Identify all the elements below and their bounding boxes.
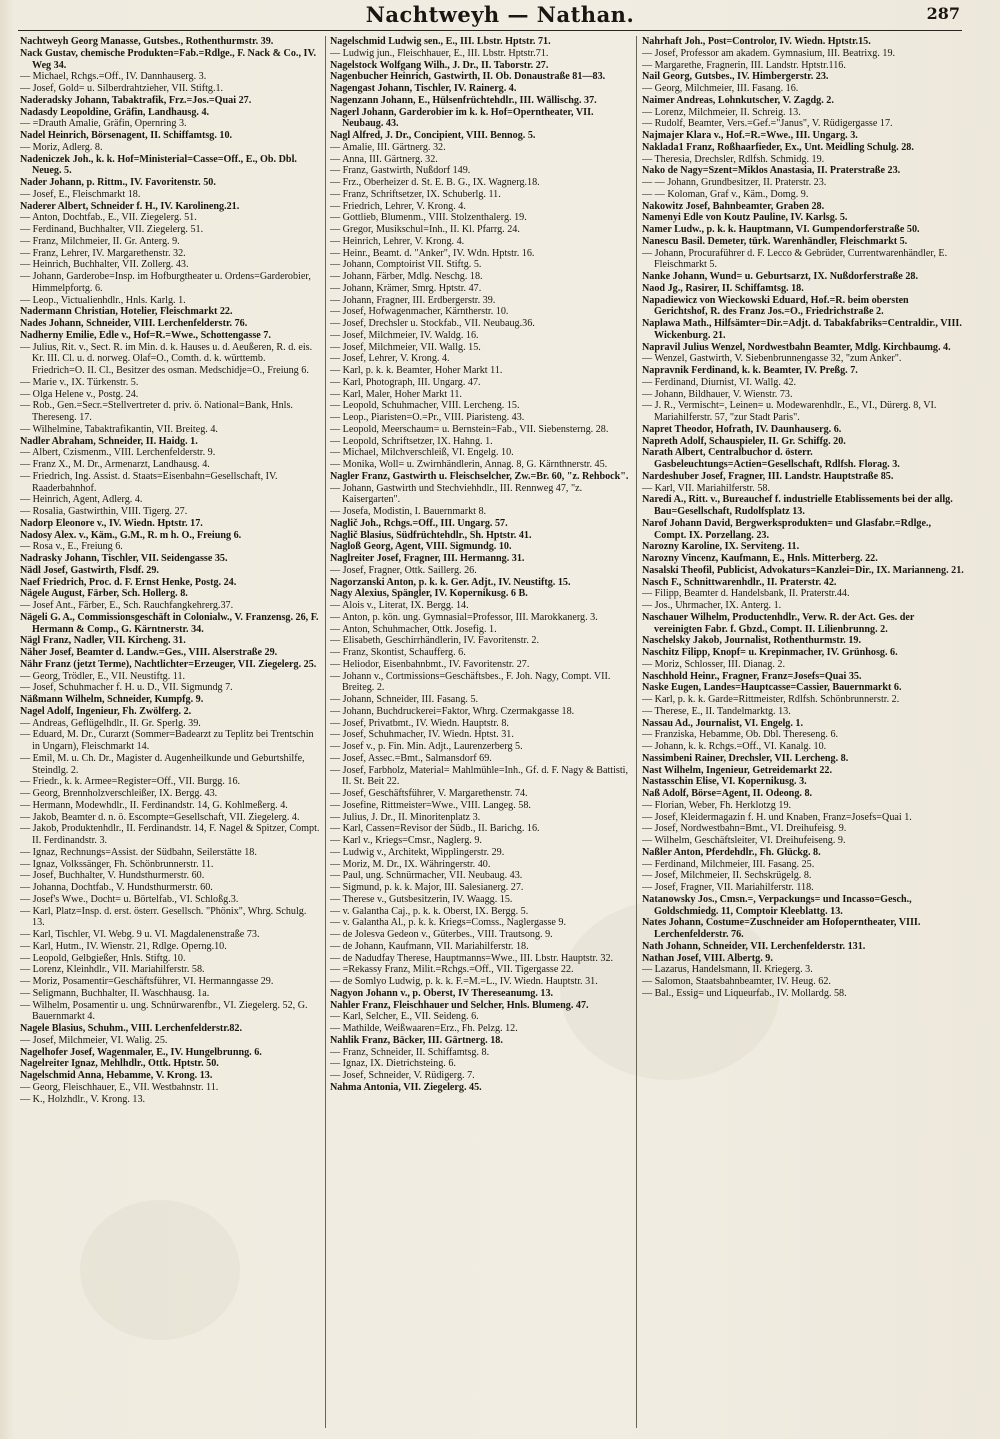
directory-entry: — Emil, M. u. Ch. Dr., Magister d. Augenheilkunde und Geburtshilfe, Steindlg. 2. [20,752,305,776]
directory-entry: Nahler Franz, Fleischhauer und Selcher, Hnls. Blumeng. 47. [330,999,589,1011]
directory-entry: Nagyon Johann v., p. Oberst, IV Thereseanumg. 13. [330,987,554,999]
directory-entry: — Moriz, Schlosser, III. Dianag. 2. [642,658,786,670]
directory-entry: — J. R., Vermischt=, Leinen= u. Modewarenhdlr., E., VI., Dürerg. 8, VI. Mariahilferstr. 57, "zur Stadt Paris". [642,400,937,423]
directory-entry: Nast Wilhelm, Ingenieur, Getreidemarkt 22. [642,764,833,776]
directory-entry: Nägl Franz, Nadler, VII. Kircheng. 31. [20,635,186,647]
directory-entry: — Olga Helene v., Postg. 24. [20,388,139,400]
directory-entry: — Bal., Essig= und Liqueurfab., IV. Mollardg. 58. [642,987,847,999]
directory-entry: Najmajer Klara v., Hof.=R.=Wwe., III. Ungarg. 3. [642,130,858,141]
directory-entry: — Eduard, M. Dr., Curarzt (Sommer=Badearzt zu Teplitz bei Trentschin in Ungarn), Fleischmarkt 14. [20,729,314,752]
directory-entry: Naderer Albert, Schneider f. H., IV. Karolineng.21. [20,200,240,212]
directory-entry: Naßler Anton, Pferdehdlr., Fh. Glückg. 8. [642,846,821,858]
directory-entry: — Heinrich, Lehrer, V. Krong. 4. [330,235,465,247]
directory-entry: Nates Johann, Costume=Zuschneider am Hofoperntheater, VIII. Lerchenfelderstr. 76. [642,917,921,940]
directory-entry: Nassimbeni Rainer, Drechsler, VII. Lercheng. 8. [642,752,849,764]
directory-entry: — Anton, p. kön. ung. Gymnasial=Professor, III. Marokkanerg. 3. [330,611,598,623]
directory-entry: Napret Theodor, Hofrath, IV. Daunhauserg. 6. [642,423,842,435]
directory-entry: Nachtweyh Georg Manasse, Gutsbes., Rothenthurmstr. 39. [20,36,274,47]
directory-entry: — Georg, Milchmeier, III. Fasang. 16. [642,83,799,94]
directory-entry: — Ferdinand, Milchmeier, III. Fasang. 25. [642,858,815,870]
directory-entry: — Josef v., p. Fin. Min. Adjt., Laurenzerberg 5. [330,741,523,752]
directory-entry: Naschelsky Jakob, Journalist, Rothenthurmstr. 19. [642,635,862,647]
directory-entry: Nagloß Georg, Agent, VIII. Sigmundg. 10. [330,541,512,553]
directory-entry: — Josef, E., Fleischmarkt 18. [20,188,141,200]
directory-entry: Nadosy Alex. v., Käm., G.M., R. m h. O., Freiung 6. [20,529,242,541]
directory-entry: Nägeli G. A., Commissionsgeschäft in Colonialw., V. Franzensg. 26, F. Hermann & Comp., G. Kärntnerstr. 34. [20,611,319,635]
directory-entry: — v. Galantha Caj., p. k. k. Oberst, IX. Bergg. 5. [330,905,529,917]
directory-entry: Nahlik Franz, Bäcker, III. Gärtnerg. 18. [330,1034,503,1046]
directory-entry: — Rosa v., E., Freiung 6. [20,541,123,553]
directory-entry: — Mathilde, Weißwaaren=Erz., Fh. Pelzg. 12. [330,1023,518,1034]
directory-entry: Nagengast Johann, Tischler, IV. Rainerg. 4. [330,83,517,94]
directory-entry: — Leop., Piaristen=O.=Pr., VIII. Piaristeng. 43. [330,412,525,423]
directory-entry: — Josef, Milchmeier, VI. Walig. 25. [20,1034,168,1046]
directory-entry: — Johann, Procuraführer d. F. Lecco & Gebrüder, Currentwarenhändler, E. Fleischmarkt 5. [642,247,948,271]
directory-entry: Nastasschin Elise, VI. Kopernikusg. 3. [642,776,807,788]
directory-entry: — Leopold, Gelbgießer, Hnls. Stiftg. 10. [20,952,186,964]
directory-entry: — Alois v., Literat, IX. Bergg. 14. [330,600,469,611]
directory-entry: — Heinr., Beamt. d. "Anker", IV. Wdn. Hptstr. 16. [330,247,535,259]
directory-entry: — Seligmann, Buchhalter, II. Waschhausg. 1a. [20,987,210,999]
directory-entry: Nagorzanski Anton, p. k. k. Ger. Adjt., IV. Neustiftg. 15. [330,576,571,588]
directory-entry: — Rosalia, Gastwirthin, VIII. Tigerg. 27. [20,506,188,517]
directory-entry: — Josef Ant., Färber, E., Sch. Rauchfangkehrerg.37. [20,600,234,611]
directory-entry: Nadherny Emilie, Edle v., Hof=R.=Wwe., Schottengasse 7. [20,329,271,341]
directory-entry: — Michael, Rchgs.=Off., IV. Dannhauserg. 3. [20,71,207,83]
directory-entry: — Jos., Uhrmacher, IX. Anterg. 1. [642,600,782,611]
column-2 [330,36,630,1436]
directory-entry: — Karl, Tischler, VI. Webg. 9 u. VI. Magdalenenstraße 73. [20,929,260,940]
directory-entry: — Johann, Fragner, III. Erdbergerstr. 39. [330,294,496,306]
directory-entry: — Salomon, Staatsbahnbeamter, IV. Heug. 62. [642,976,831,987]
directory-entry: — Johann, Comptoirist VII. Stiftg. 5. [330,259,482,271]
directory-entry: — Ferdinand, Diurnist, VI. Wallg. 42. [642,376,797,388]
directory-entry: Nagelreiter Ignaz, Mehlhdlr., Ottk. Hptstr. 50. [20,1058,219,1070]
directory-entry: — Georg, Fleischhauer, E., VII. Westbahnstr. 11. [20,1081,219,1093]
directory-entry: — Rob., Gen.=Secr.=Stellvertreter d. priv. ö. National=Bank, Hnls. Thereseng. 17. [20,400,293,423]
directory-entry: Näßmann Wilhelm, Schneider, Kumpfg. 9. [20,694,204,705]
directory-entry: — Josef, Schneider, V. Rüdigerg. 7. [330,1070,475,1081]
directory-entry: Naschauer Wilhelm, Productenhdlr., Verw. R. der Act. Ges. der vereinigten Fabr. f. Gbzd., Compt. II. Lilienbrunng. 2. [642,611,915,635]
directory-entry: — Therese, E., II. Tandelmarktg. 13. [642,705,791,717]
directory-entry: — Josef, Milchmeier, II. Sechskrügelg. 8. [642,870,812,882]
directory-entry: — Johann, Buchdruckerei=Faktor, Whrg. Czermakgasse 18. [330,705,575,717]
directory-entry: Nadeniczek Joh., k. k. Hof=Ministerial=Casse=Off., E., Ob. Dbl. Neueg. 5. [20,153,297,177]
directory-entry: — Josef, Buchhalter, V. Hundsthurmerstr. 60. [20,870,205,882]
directory-entry: — Josef, Fragner, VII. Mariahilferstr. 118. [642,882,814,893]
directory-entry: — Karl, p. k. k. Beamter, Hoher Markt 11. [330,365,503,376]
directory-entry: Nadasdy Leopoldine, Gräfin, Landhausg. 4. [20,106,210,118]
directory-entry: Nako de Nagy=Szent=Miklos Anastasia, II. Praterstraße 23. [642,165,901,177]
directory-entry: Naderadsky Johann, Tabaktrafik, Frz.=Jos.=Quai 27. [20,94,252,106]
directory-entry: — Josef, Nordwestbahn=Bmt., VI. Dreihufeisg. 9. [642,823,847,835]
page-header [0,2,1000,28]
directory-entry: — Michael, Milchverschleiß, VI. Engelg. 10. [330,447,514,459]
directory-entry: Naglič Joh., Rchgs.=Off., III. Ungarg. 57. [330,517,508,529]
directory-entry: Nadler Abraham, Schneider, II. Haidg. 1. [20,435,198,447]
directory-entry: — Gottlieb, Blumenm., VIII. Stolzenthalerg. 19. [330,212,527,224]
directory-entry: Natanowsky Jos., Cmsn.=, Verpackungs= und Incasso=Gesch., Goldschmiedg. 11, Comptoir Kleeblattg. 13. [642,893,912,917]
directory-entry: Nädl Josef, Gastwirth, Flsdf. 29. [20,564,159,576]
directory-entry: — Johann, k. k. Rchgs.=Off., VI. Kanalg. 10. [642,741,827,752]
directory-entry: Nagler Franz, Gastwirth u. Fleischselcher, Zw.=Br. 60, "z. Rehbock". [330,470,629,482]
column-divider [325,36,326,1428]
directory-entry: — Karl, VII. Mariahilferstr. 58. [642,482,771,494]
directory-entry: — Wenzel, Gastwirth, V. Siebenbrunnengasse 32, "zum Anker". [642,353,902,365]
directory-entry: Nail Georg, Gutsbes., IV. Himbergerstr. 23. [642,71,829,83]
directory-entry: — Karl, Platz=Insp. d. erst. österr. Gesellsch. "Phönix", Whrg. Schulg. 13. [20,905,307,929]
directory-entry: Nagl Alfred, J. Dr., Concipient, VIII. Bennog. 5. [330,130,536,141]
directory-entry: — Heinrich, Buchhalter, VII. Zollerg. 43. [20,259,189,271]
directory-entry: Napadiewicz von Wieckowski Eduard, Hof.=R. beim obersten Gerichtshof, R. des Franz Jos.=O., Friedrichstraße 2. [642,294,909,318]
directory-entry: — Ignaz, Rechnungs=Assist. der Südbahn, Seilerstätte 18. [20,846,257,858]
directory-entry: Naod Jg., Rasirer, II. Schiffamtsg. 18. [642,282,804,294]
directory-entry: Nasch F., Schnittwarenhdlr., II. Praterstr. 42. [642,576,837,588]
directory-entry: — Julius, Rit. v., Sect. R. im Min. d. k. Hauses u. d. Aeußeren, R. d. eis. Kr. III. Cl. u. d. norweg. Olaf=O., Comth. d. k. württemb. Friedrich=O. II. Cl., Besitzer des osman. Medschidje=O., Freiung 6. [20,341,313,376]
directory-entry: Narozny Karoline, IX. Serviteng. 11. [642,541,800,553]
directory-entry: — Andreas, Geflügelhdlr., II. Gr. Sperlg. 39. [20,717,201,729]
directory-entry: — Lazarus, Handelsmann, II. Kriegerg. 3. [642,964,813,976]
page-title: Nachtweyh — Nathan. [365,2,635,27]
directory-entry: — Johann, Krämer, Smrg. Hptstr. 47. [330,282,482,294]
directory-entry: — Heinrich, Agent, Adlerg. 4. [20,494,143,506]
directory-entry: Namer Ludw., p. k. k. Hauptmann, VI. Gumpendorferstraße 50. [642,224,920,235]
directory-entry: — K., Holzhdlr., V. Krong. 13. [20,1093,146,1105]
directory-entry: — Josef, Lehrer, V. Krong. 4. [330,353,450,365]
directory-entry: Nakowitz Josef, Bahnbeamter, Graben 28. [642,200,825,212]
directory-entry: — Karl v., Kriegs=Cmsr., Naglerg. 9. [330,835,482,846]
directory-entry: — Franz, Schneider, II. Schiffamtsg. 8. [330,1046,490,1058]
directory-entry: — Josef, Schuhmacher f. H. u. D., VII. Sigmundg 7. [20,682,233,694]
directory-entry: Nanke Johann, Wund= u. Geburtsarzt, IX. Nußdorferstraße 28. [642,271,918,282]
directory-entry: Nagenzann Johann, E., Hülsenfrüchtehdlr., III. Wällischg. 37. [330,94,597,106]
directory-entry: — Johanna, Dochtfab., V. Hundsthurmerstr. 60. [20,882,213,893]
directory-entry: — Josef, Kleidermagazin f. H. und Knaben, Franz=Josefs=Quai 1. [642,811,912,823]
directory-entry: Narozny Vincenz, Kaufmann, E., Hnls. Mitterberg. 22. [642,553,878,564]
directory-entry: Nader Johann, p. Rittm., IV. Favoritenstr. 50. [20,177,216,188]
directory-entry: — Josef, Schuhmacher, IV. Wiedn. Hptst. 31. [330,729,514,741]
directory-entry: — de Somlyo Ludwig, p. k. k. F.=M.=L., IV. Wiedn. Hauptstr. 31. [330,976,598,987]
directory-entry: — Wilhelm, Posamentir u. ung. Schnürwarenfbr., VI. Ziegelerg. 52, G. Bauernmarkt 4. [20,999,308,1023]
directory-entry: Nades Johann, Schneider, VIII. Lerchenfelderstr. 76. [20,318,248,329]
directory-entry: Naplawa Math., Hilfsämter=Dir.=Adjt. d. Tabakfabriks=Centraldir., VIII. Wickenburg. 21. [642,318,962,341]
directory-entry: — Franz, Gastwirth, Nußdorf 149. [330,165,471,177]
directory-entry: — Friedrich, Lehrer, V. Krong. 4. [330,200,466,212]
directory-entry: — de Nadudfay Therese, Hauptmanns=Wwe., III. Lbstr. Hauptstr. 32. [330,952,614,964]
directory-entry: — Johann v., Cortmissions=Geschäftsbes., F. Joh. Nagy, Compt. VII. Breiteg. 2. [330,670,611,694]
directory-entry: — Margarethe, Fragnerin, III. Landstr. Hptstr.116. [642,59,846,71]
directory-entry: Nagelstock Wolfgang Wilh., J. Dr., II. Taborstr. 27. [330,59,549,71]
directory-entry: — Josef, Fragner, Ottk. Saillerg. 26. [330,564,477,576]
directory-entry: — Ludwig jun., Fleischhauer, E., III. Lbstr. Hptstr.71. [330,47,549,59]
directory-entry: — Karl, Photograph, III. Ungarg. 47. [330,376,481,388]
directory-entry: — Josef, Milchmeier, IV. Waldg. 16. [330,329,479,341]
directory-entry: — Wilhelm, Geschäftsleiter, VI. Dreihufeiseng. 9. [642,835,846,846]
directory-entry: — — Koloman, Graf v., Käm., Domg. 9. [642,188,809,200]
directory-entry: Nähr Franz (jetzt Terme), Nachtlichter=Erzeuger, VII. Ziegelerg. 25. [20,658,317,670]
directory-entry: — Josef, Assec.=Bmt., Salmansdorf 69. [330,752,492,764]
directory-entry: Nahma Antonia, VII. Ziegelerg. 45. [330,1081,482,1093]
directory-entry: — Hermann, Modewhdlr., II. Ferdinandstr. 14, G. Kohlmeßerg. 4. [20,799,288,811]
directory-entry: Nadel Heinrich, Börsenagent, II. Schiffamtsg. 10. [20,130,233,141]
directory-entry: — Josefa, Modistin, I. Bauernmarkt 8. [330,506,487,517]
directory-entry: — Leopold, Schuhmacher, VIII. Lercheng. 15. [330,400,520,412]
directory-entry: Nardeshuber Josef, Fragner, III. Landstr. Hauptstraße 85. [642,470,894,482]
directory-entry: — Moriz, Adlerg. 8. [20,141,103,153]
directory-entry: — Friedr., k. k. Armee=Register=Off., VII. Burgg. 16. [20,776,241,788]
directory-entry: — Moriz, Posamentir=Geschäftsführer, VI. Hermanngasse 29. [20,976,274,987]
directory-entry: — Georg, Brennholzverschleißer, IX. Bergg. 43. [20,788,218,799]
directory-entry: Nadermann Christian, Hotelier, Fleischmarkt 22. [20,306,233,318]
directory-entry: — Johann, Gastwirth und Stechviehhdlr., III. Rennweg 47, "z. Kaisergarten". [330,482,583,506]
directory-entry: — Theresia, Drechsler, Rdlfsh. Schmidg. 19. [642,153,825,165]
directory-entry: Nagenbucher Heinrich, Gastwirth, II. Ob. Donaustraße 81—83. [330,71,606,83]
directory-entry: — Lorenz, Kleinhdlr., VII. Mariahilferstr. 58. [20,964,205,976]
directory-entry: — Josef, Farbholz, Material= Mahlmühle=Inh., Gf. d. F. Nagy & Battisti, II. St. Beit 22. [330,764,629,788]
directory-entry: Naglič Blasius, Südfrüchtehdlr., Sh. Hptstr. 41. [330,529,532,541]
directory-entry: Naschitz Filipp, Knopf= u. Krepinmacher, IV. Grünhosg. 6. [642,647,898,658]
directory-entry: — Johann, Schneider, III. Fasang. 5. [330,694,479,705]
directory-entry: Naschhold Heinr., Fragner, Franz=Josefs=Quai 35. [642,670,862,682]
directory-entry: — Marie v., IX. Türkenstr. 5. [20,376,139,388]
column-3 [642,36,964,1436]
directory-entry: — Franz, Schriftsetzer, IX. Schuberlg. 11. [330,188,501,200]
directory-entry: Narath Albert, Centralbuchor d. österr. Gasbeleuchtungs=Actien=Gesellschaft, Rdlfsh. Florag. 3. [642,447,900,470]
directory-entry: Naske Eugen, Landes=Hauptcasse=Cassier, Bauernmarkt 6. [642,682,902,694]
directory-entry: — Florian, Weber, Fh. Herklotzg 19. [642,799,792,811]
directory-entry: — Frz., Oberheizer d. St. E. B. G., IX. Wagnerg.18. [330,177,540,188]
directory-entry: Nadrasky Johann, Tischler, VII. Seidengasse 35. [20,553,228,564]
directory-entry: — Anna, III. Gärtnerg. 32. [330,153,438,165]
directory-entry: — Heliodor, Eisenbahnbmt., IV. Favoritenstr. 27. [330,658,530,670]
directory-entry: — Franz, Skontist, Schaufferg. 6. [330,647,466,658]
directory-entry: — Jakob, Produktenhdlr., II. Ferdinandstr. 14, F. Nagel & Spitzer, Compt. II. Ferdinandstr. 3. [20,823,320,846]
directory-entry: — Filipp, Beamter d. Handelsbank, II. Praterstr.44. [642,588,850,600]
directory-entry: Nagelschmid Ludwig sen., E., III. Lbstr. Hptstr. 71. [330,36,551,47]
directory-entry: — Paul, ung. Schnürmacher, VII. Neubaug. 43. [330,870,523,882]
directory-entry: — Johann, Garderobe=Insp. im Hofburgtheater u. Ordens=Garderobier, Himmelpfortg. 6. [20,271,311,294]
directory-entry: Napreth Adolf, Schauspieler, II. Gr. Schiffg. 20. [642,435,846,447]
directory-entry: Napravil Julius Wenzel, Nordwestbahn Beamter, Mdlg. Kirchbaumg. 4. [642,341,951,353]
directory-entry: Naredi A., Ritt. v., Bureauchef f. industrielle Etablissements bei der allg. Bau=Gesellschaft, Rudolfsplatz 13. [642,494,953,517]
directory-entry: — Moriz, M. Dr., IX. Währingerstr. 40. [330,858,491,870]
directory-entry: Nagelhofer Josef, Wagenmaler, E., IV. Hungelbrunng. 6. [20,1046,262,1058]
directory-entry: — v. Galantha Al., p. k. k. Kriegs=Comss., Naglergasse 9. [330,917,567,929]
directory-entry: — Sigmund, p. k. k. Major, III. Salesianerg. 27. [330,882,524,893]
directory-entry: Naß Adolf, Börse=Agent, II. Odeong. 8. [642,788,813,799]
directory-entry: — Friedrich, Ing. Assist. d. Staats=Eisenbahn=Gesellschaft, IV. Raaderbahnhof. [20,470,278,494]
directory-entry: — =Rekassy Franz, Milit.=Rchgs.=Off., VII. Tigergasse 22. [330,964,574,976]
directory-entry: — Ferdinand, Buchhalter, VII. Ziegelerg. 51. [20,224,204,235]
directory-entry: Naklada1 Franz, Roßhaarfieder, Ex., Unt. Meidling Schulg. 28. [642,141,914,153]
column-1 [20,36,320,1436]
directory-entry: — Monika, Woll= u. Zwirnhändlerin, Annag. 8, G. Kärnthnerstr. 45. [330,459,608,470]
directory-entry: Nasalski Theofil, Publicist, Advokaturs=Kanzlei=Dir., IX. Marianneng. 21. [642,564,964,576]
directory-entry: — Josef, Professor am akadem. Gymnasium, III. Beatrixg. 19. [642,47,896,59]
directory-entry: — Albert, Czismenm., VIII. Lerchenfelderstr. 9. [20,447,216,459]
directory-entry: — Anton, Schuhmacher, Ottk. Josefig. 1. [330,623,497,635]
directory-entry: — Ignaz, IX. Dietrichsteing. 6. [330,1058,456,1070]
directory-entry: — Josef, Hofwagenmacher, Kärntherstr. 10. [330,306,509,318]
directory-entry: Naef Friedrich, Proc. d. F. Ernst Henke, Postg. 24. [20,576,237,588]
directory-entry: — Elisabeth, Geschirrhändlerin, IV. Favoritenstr. 2. [330,635,540,647]
directory-entry: — Josefine, Rittmeister=Wwe., VIII. Langeg. 58. [330,799,531,811]
directory-entry: — Josef, Privatbmt., IV. Wiedn. Hauptstr. 8. [330,717,509,729]
directory-entry: — Wilhelmine, Tabaktrafikantin, VII. Breiteg. 4. [20,423,218,435]
directory-entry: — Leop., Victualienhdlr., Hnls. Karlg. 1. [20,294,186,306]
directory-entry: — Franz, Milchmeier, II. Gr. Anterg. 9. [20,235,180,247]
directory-entry: Naglreiter Josef, Fragner, III. Hermanng. 31. [330,553,525,564]
directory-entry: — Josef, Drechsler u. Stockfab., VII. Neubaug.36. [330,318,535,329]
directory-entry: Nathan Josef, VIII. Albertg. 9. [642,952,773,964]
directory-entry: Nassau Ad., Journalist, VI. Engelg. 1. [642,717,804,729]
directory-entry: — de Johann, Kaufmann, VII. Mariahilferstr. 18. [330,940,529,952]
directory-entry: Nagy Alexius, Spängler, IV. Kopernikusg. 6 B. [330,588,528,600]
directory-entry: Nath Johann, Schneider, VII. Lerchenfelderstr. 131. [642,940,866,952]
directory-entry: Napravnik Ferdinand, k. k. Beamter, IV. Preßg. 7. [642,365,858,376]
directory-entry: Nägele August, Färber, Sch. Hollerg. 8. [20,588,188,600]
page-number: 287 [926,4,960,23]
directory-entry: — Anton, Dochtfab., E., VII. Ziegelerg. 51. [20,212,197,224]
directory-entry: Näher Josef, Beamter d. Landw.=Ges., VIII. Alserstraße 29. [20,647,278,658]
directory-entry: — Jakob, Beamter d. n. ö. Escompte=Gesellschaft, VII. Ziegelerg. 4. [20,811,300,823]
directory-entry: Nadorp Eleonore v., IV. Wiedn. Hptstr. 17. [20,517,203,529]
directory-entry: — Georg, Trödler, E., VII. Neustiftg. 11. [20,670,186,682]
directory-entry: Nagerl Johann, Garderobier im k. k. Hof=Operntheater, VII. Neubaug. 43. [330,106,594,130]
directory-entry: — Rudolf, Beamter, Vers.=Gef.="Janus", V. Rüdigergasse 17. [642,118,893,130]
directory-entry: — Josef, Geschäftsführer, V. Margarethenstr. 74. [330,788,528,799]
directory-entry: Naimer Andreas, Lohnkutscher, V. Zagdg. 2. [642,94,834,106]
directory-entry: Nagele Blasius, Schuhm., VIII. Lerchenfelderstr.82. [20,1023,243,1034]
directory-entry: Nagelschmid Anna, Hebamme, V. Krong. 13. [20,1070,213,1081]
directory-entry: — Ludwig v., Architekt, Wipplingerstr. 29. [330,846,505,858]
directory-entry: — Leopold, Schriftsetzer, IX. Hahng. 1. [330,435,493,447]
directory-entry: — Johann, Färber, Mdlg. Neschg. 18. [330,271,483,282]
directory-entry: Narof Johann David, Bergwerksprodukten= und Glasfabr.=Rdlge., Compt. IX. Porzellang. 23. [642,517,931,541]
directory-entry: — Karl, Selcher, E., VII. Seideng. 6. [330,1011,479,1023]
directory-entry: — Johann, Bildhauer, V. Wienstr. 73. [642,388,793,400]
directory-entry: — Franziska, Hebamme, Ob. Dbl. Thereseng. 6. [642,729,839,741]
directory-entry: — Karl, Maler, Hoher Markt 11. [330,388,462,400]
directory-entry: — Karl, Hutm., IV. Wienstr. 21, Rdlge. Operng.10. [20,940,227,952]
directory-entry: — Therese v., Gutsbesitzerin, IV. Waagg. 15. [330,893,513,905]
directory-entry: — — Johann, Grundbesitzer, II. Praterstr. 23. [642,177,827,188]
directory-entry: — Franz X., M. Dr., Armenarzt, Landhausg. 4. [20,459,210,470]
directory-entry: — Franz, Lehrer, IV. Margarethenstr. 32. [20,247,186,259]
directory-entry: — Ignaz, Volkssänger, Fh. Schönbrunnerstr. 11. [20,858,214,870]
directory-entry: — Lorenz, Milchmeier, II. Schreig. 13. [642,106,801,118]
column-divider [636,36,637,1428]
directory-entry: — Josef's Wwe., Docht= u. Börtelfab., VI. Schloßg.3. [20,893,239,905]
directory-entry: — Josef, Gold= u. Silberdrahtzieher, VII. Stiftg.1. [20,83,224,94]
directory-entry: — Karl, Cassen=Revisor der Südb., II. Barichg. 16. [330,823,540,835]
directory-entry: — Leopold, Meerschaum= u. Bernstein=Fab., VII. Siebensterng. 28. [330,423,609,435]
directory-entry: — Karl, p. k. k. Garde=Rittmeister, Rdlfsh. Schönbrunnerstr. 2. [642,694,900,705]
directory-entry: — Amalie, III. Gärtnerg. 32. [330,141,446,153]
directory-entry: — Josef, Milchmeier, VII. Wallg. 15. [330,341,481,353]
directory-entry: Nahrhaft Joh., Post=Controlor, IV. Wiedn. Hptstr.15. [642,36,871,47]
directory-entry: — =Drauth Amalie, Gräfin, Opernring 3. [20,118,187,130]
directory-entry: — de Jolesva Gedeon v., Güterbes., VIII. Trautsong. 9. [330,929,553,940]
directory-entry: — Gregor, Musikschul=Inh., II. Kl. Pfarrg. 24. [330,224,520,235]
directory-entry: Nagel Adolf, Ingenieur, Fh. Zwölferg. 2. [20,705,192,717]
directory-entry: — Julius, J. Dr., II. Minoritenplatz 3. [330,811,481,823]
directory-entry: Nack Gustav, chemische Produkten=Fab.=Rdlge., F. Nack & Co., IV. Weg 34. [20,47,316,71]
directory-entry: Nanescu Basil. Demeter, türk. Warenhändler, Fleischmarkt 5. [642,235,908,247]
header-rule [18,30,962,31]
directory-entry: Namenyi Edle von Koutz Pauline, IV. Karlsg. 5. [642,212,848,224]
